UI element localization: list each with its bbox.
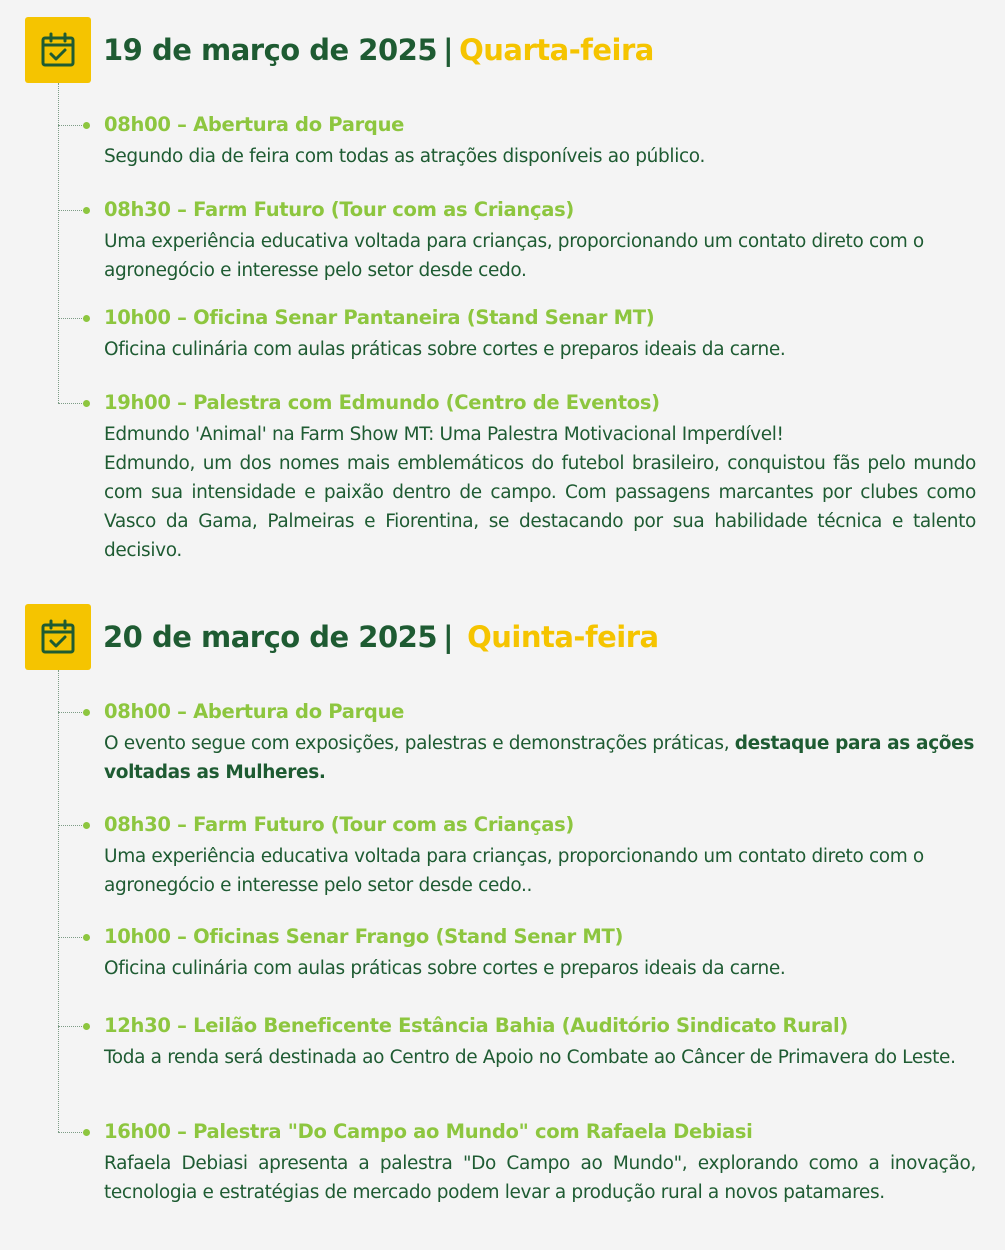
event-description: Oficina culinária com aulas práticas sobre cortes e preparos ideais da carne.	[104, 339, 786, 360]
event-description: Uma experiência educativa voltada para crianças, proporcionando um contato direto com o agronegócio e interesse pelo setor desde cedo..	[104, 846, 924, 896]
timeline-dot	[83, 315, 90, 322]
event-description: Oficina culinária com aulas práticas sobre cortes e preparos ideais da carne.	[104, 958, 786, 979]
event-description: Segundo dia de feira com todas as atrações disponíveis ao público.	[104, 146, 705, 167]
timeline-connector	[58, 318, 86, 319]
timeline-connector	[58, 403, 86, 404]
event-description: Rafaela Debiasi apresenta a palestra "Do Campo ao Mundo", explorando como a inovação, tecnologia e estratégias de mercado podem levar a produção rural a novos patamares.	[104, 1153, 976, 1203]
event-title: 12h30 – Leilão Beneficente Estância Bahia (Auditório Sindicato Rural)	[104, 1014, 849, 1037]
event-description	[104, 729, 976, 787]
event-title: 08h00 – Abertura do Parque	[104, 700, 405, 723]
event-title: 08h00 – Abertura do Parque	[104, 113, 405, 136]
timeline-connector	[58, 210, 86, 211]
event-description	[104, 420, 976, 565]
event-description-line1: Edmundo 'Animal' na Farm Show MT: Uma Palestra Motivacional Imperdível!	[104, 424, 784, 445]
timeline-connector	[58, 712, 86, 713]
day-date: 19 de março de 2025	[103, 33, 438, 67]
day-separator: |	[443, 33, 454, 67]
event-title: 08h30 – Farm Futuro (Tour com as Crianças)	[104, 813, 574, 836]
day-weekday: Quarta-feira	[459, 33, 654, 67]
timeline-line	[58, 670, 59, 1132]
timeline-dot	[83, 1023, 90, 1030]
day-section-1	[0, 17, 1005, 577]
event-title: 08h30 – Farm Futuro (Tour com as Crianças)	[104, 198, 574, 221]
event-title: 10h00 – Oficinas Senar Frango (Stand Senar MT)	[104, 925, 624, 948]
timeline-line	[58, 83, 59, 403]
event-title: 10h00 – Oficina Senar Pantaneira (Stand Senar MT)	[104, 306, 655, 329]
day-section-2	[0, 604, 1005, 1244]
event-title: 19h00 – Palestra com Edmundo (Centro de Eventos)	[104, 391, 660, 414]
day-title	[103, 620, 659, 654]
timeline-connector	[58, 125, 86, 126]
calendar-check-icon	[25, 604, 91, 670]
event-description: Uma experiência educativa voltada para crianças, proporcionando um contato direto com o agronegócio e interesse pelo setor desde cedo.	[104, 231, 924, 281]
event-title: 16h00 – Palestra "Do Campo ao Mundo" com Rafaela Debiasi	[104, 1120, 753, 1143]
timeline-dot	[83, 207, 90, 214]
calendar-check-icon	[25, 17, 91, 83]
timeline-connector	[58, 1026, 86, 1027]
event-description-text: O evento segue com exposições, palestras e demonstrações práticas,	[104, 733, 730, 754]
timeline-connector	[58, 825, 86, 826]
event-description-body: Edmundo, um dos nomes mais emblemáticos do futebol brasileiro, conquistou fãs pelo mundo com sua intensidade e paixão dentro de campo. Com passagens marcantes por clubes como Vasco da Gama, Palmeiras e Fiorentina, se destacando por sua habilidade técnica e talento decisivo.	[104, 453, 976, 561]
day-date: 20 de março de 2025	[103, 620, 438, 654]
timeline-connector	[58, 1132, 86, 1133]
event-description: Toda a renda será destinada ao Centro de Apoio no Combate ao Câncer de Primavera do Leste.	[104, 1047, 956, 1068]
timeline-dot	[83, 1129, 90, 1136]
timeline-connector	[58, 937, 86, 938]
timeline-dot	[83, 822, 90, 829]
day-header	[25, 604, 659, 670]
event-description-highlight: destaque para as ações voltadas as Mulheres.	[104, 733, 975, 783]
timeline-dot	[83, 122, 90, 129]
day-weekday: Quinta-feira	[467, 620, 659, 654]
day-header	[25, 17, 654, 83]
timeline-dot	[83, 934, 90, 941]
timeline-dot	[83, 400, 90, 407]
timeline-dot	[83, 709, 90, 716]
day-title	[103, 33, 654, 67]
day-separator: |	[443, 620, 454, 654]
